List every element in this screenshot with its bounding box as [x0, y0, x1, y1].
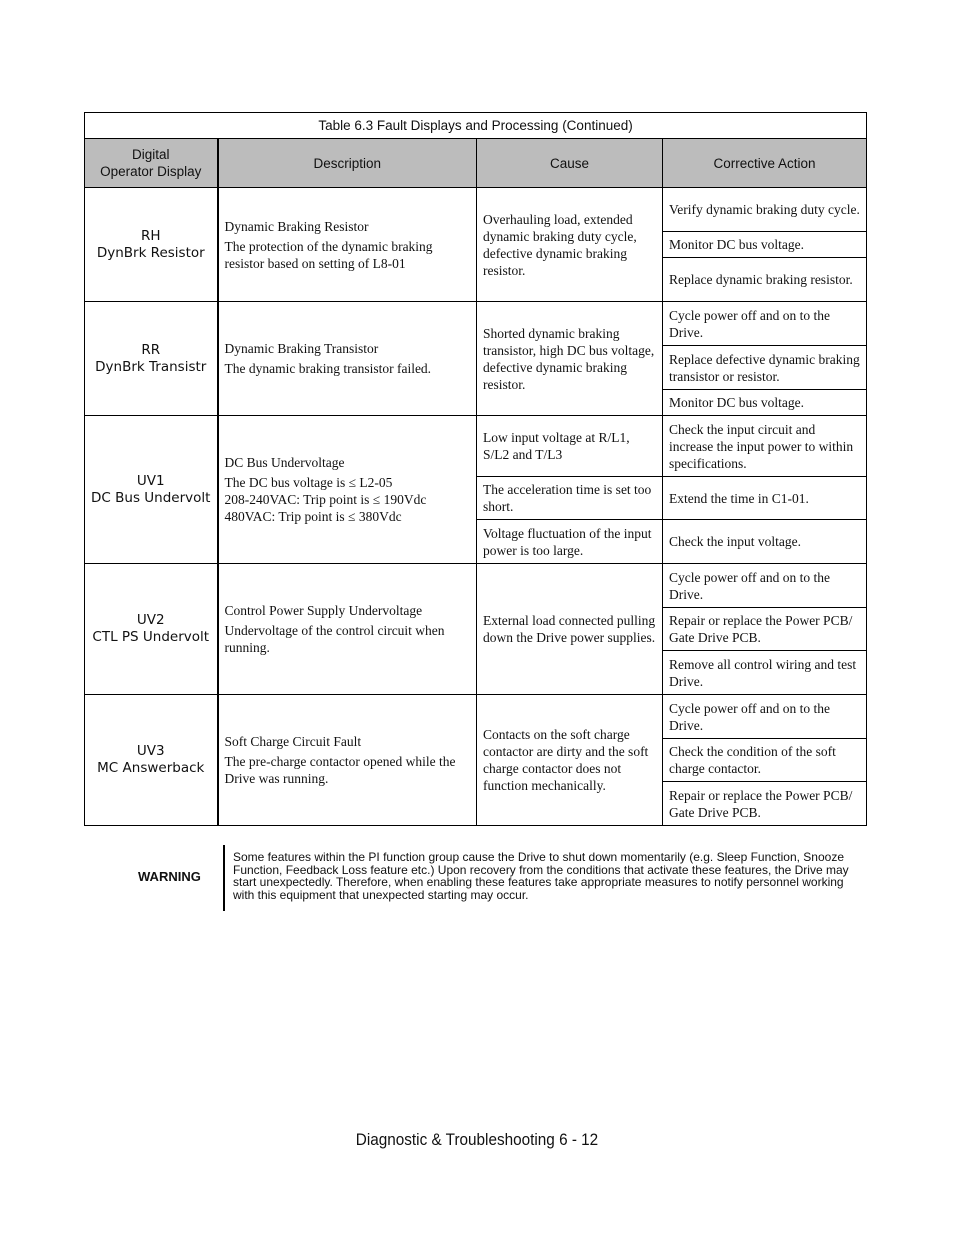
header-display-line2: Operator Display [100, 164, 202, 179]
fault-display-cell [85, 416, 218, 564]
page-footer: Diagnostic & Troubleshooting 6 - 12 [355, 1130, 599, 1149]
description-title: Dynamic Braking Resistor [224, 218, 369, 234]
corrective-action-cell: Remove all control wiring and test Drive. [663, 651, 867, 695]
corrective-action-cell: Cycle power off and on to the Drive. [663, 302, 867, 346]
fault-display-cell [85, 302, 218, 416]
cause-cell: Low input voltage at R/L1, S/L2 and T/L3 [477, 416, 663, 477]
fault-display-cell [85, 188, 218, 302]
table-row [85, 695, 867, 739]
corrective-action-cell: Cycle power off and on to the Drive. [663, 564, 867, 608]
table-row [85, 188, 867, 232]
warning-label: WARNING [138, 869, 201, 884]
fault-description-cell [218, 302, 477, 416]
corrective-action-cell: Verify dynamic braking duty cycle. [663, 188, 867, 232]
corrective-action-cell: Replace defective dynamic braking transistor or resistor. [663, 346, 867, 390]
fault-name: CTL PS Undervolt [92, 629, 210, 645]
fault-code: UV2 [136, 612, 165, 628]
corrective-action-cell: Cycle power off and on to the Drive. [663, 695, 867, 739]
fault-name: DC Bus Undervolt [91, 489, 211, 506]
table-body [85, 188, 867, 826]
header-cause: Cause [477, 139, 663, 188]
description-title: Dynamic Braking Transistor [224, 341, 379, 356]
table-row [85, 564, 867, 608]
description-title: Control Power Supply Undervoltage [224, 603, 423, 618]
corrective-action-cell: Monitor DC bus voltage. [663, 390, 867, 416]
header-description: Description [218, 139, 477, 188]
fault-display-cell [85, 564, 218, 695]
corrective-action-cell: Check the input voltage. [663, 520, 867, 564]
cause-cell: External load connected pulling down the Drive power supplies. [477, 564, 663, 695]
corrective-action-cell: Check the input circuit and increase the input power to within specifications. [663, 416, 867, 477]
corrective-action-cell: Repair or replace the Power PCB/ Gate Drive PCB. [663, 782, 867, 826]
header-display-line1: Digital [131, 147, 170, 162]
corrective-action-cell: Monitor DC bus voltage. [663, 232, 867, 258]
description-title: Soft Charge Circuit Fault [224, 734, 362, 749]
description-line: The dynamic braking transistor failed. [224, 361, 432, 376]
cause-cell: Overhauling load, extended dynamic braking duty cycle, defective dynamic braking resistor. [477, 188, 663, 302]
fault-name: DynBrk Resistor [96, 244, 205, 261]
warning-text: Some features within the PI function group cause the Drive to shut down momentarily (e.g. Sleep Function, Snooze Function, Feedback Loss feature etc.) Upon recovery from the conditions that activate these features, the Drive may start unexpectedly. Therefore, when enabling these features take appropriate measures to notify personnel working with this equipment that unexpected starting may occur. [233, 850, 849, 902]
description-line: 208-240VAC: Trip point is ≤ 190Vdc [224, 492, 427, 507]
description-line: The DC bus voltage is ≤ L2-05 [224, 475, 393, 490]
cause-cell: The acceleration time is set too short. [477, 477, 663, 520]
fault-description-cell [218, 695, 477, 826]
description-line: 480VAC: Trip point is ≤ 380Vdc [224, 509, 402, 524]
corrective-action-cell: Replace dynamic braking resistor. [663, 258, 867, 302]
warning-block [84, 845, 866, 911]
fault-code: RR [141, 341, 161, 358]
table-row [85, 302, 867, 346]
description-line: Undervoltage of the control circuit when running. [224, 623, 445, 655]
fault-name: DynBrk Transistr [95, 358, 207, 375]
table-caption: Table 6.3 Fault Displays and Processing (Continued) [85, 113, 867, 139]
description-title: DC Bus Undervoltage [224, 455, 345, 470]
fault-code: UV3 [136, 743, 165, 759]
corrective-action-cell: Extend the time in C1-01. [663, 477, 867, 520]
warning-divider [223, 845, 225, 911]
cause-cell: Voltage fluctuation of the input power is too large. [477, 520, 663, 564]
fault-description-cell [218, 416, 477, 564]
fault-name: MC Answerback [97, 760, 205, 776]
fault-description-cell [218, 564, 477, 695]
header-operator-display [85, 139, 218, 188]
header-corrective-action: Corrective Action [663, 139, 867, 188]
fault-code: UV1 [136, 472, 165, 489]
cause-cell: Shorted dynamic braking transistor, high DC bus voltage, defective dynamic braking resistor. [477, 302, 663, 416]
table-row [85, 416, 867, 477]
fault-code: RH [140, 227, 161, 244]
corrective-action-cell: Check the condition of the soft charge contactor. [663, 739, 867, 782]
fault-display-cell [85, 695, 218, 826]
fault-displays-table [84, 112, 867, 826]
description-line: The pre-charge contactor opened while the Drive was running. [224, 754, 456, 786]
cause-cell: Contacts on the soft charge contactor are dirty and the soft charge contactor does not function mechanically. [477, 695, 663, 826]
fault-description-cell [218, 188, 477, 302]
corrective-action-cell: Repair or replace the Power PCB/ Gate Drive PCB. [663, 608, 867, 651]
description-line: The protection of the dynamic braking resistor based on setting of L8-01 [224, 238, 433, 271]
